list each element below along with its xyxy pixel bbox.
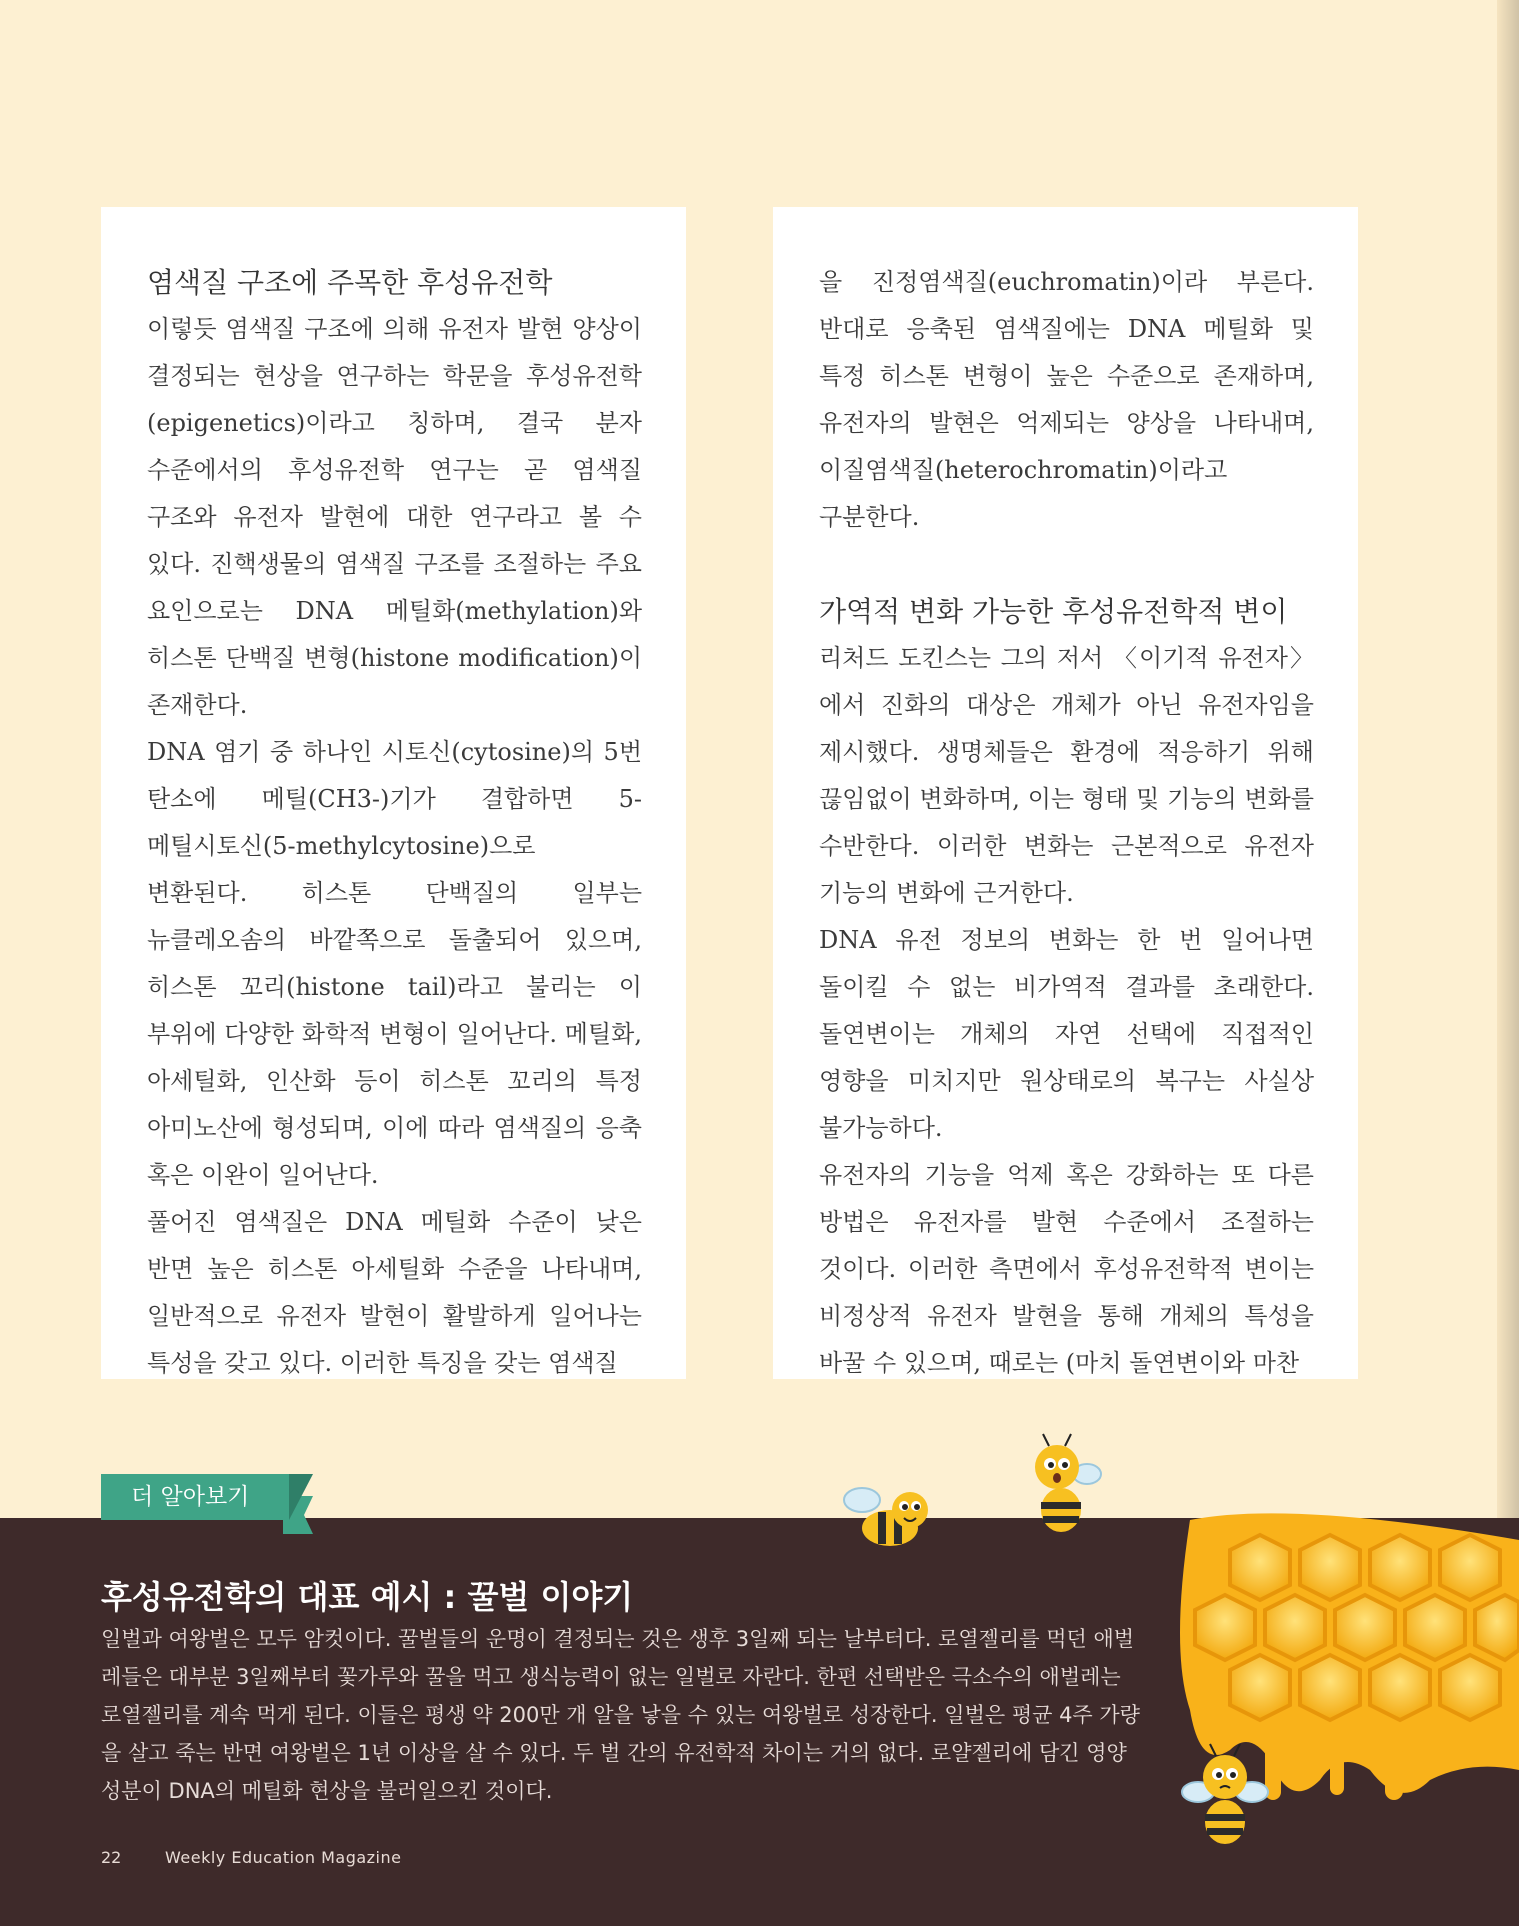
magazine-name: Weekly Education Magazine <box>165 1848 402 1867</box>
learn-more-tab: 더 알아보기 <box>101 1474 289 1520</box>
section-heading-chromatin: 염색질 구조에 주목한 후성유전학 <box>147 266 553 299</box>
paragraph: 풀어진 염색질은 DNA 메틸화 수준이 낮은 반면 높은 히스톤 아세틸화 수준을 나타내며, 일반적으로 유전자 발현이 활발하게 일어나는 특성을 갖고 있다. 이러한 특징을 갖는 염색질 <box>147 1208 642 1377</box>
left-text-column <box>101 207 686 1379</box>
bee-icon <box>840 1470 930 1560</box>
tab-ribbon-fold <box>289 1474 313 1520</box>
section-heading-reversible: 가역적 변화 가능한 후성유전학적 변이 <box>819 595 1288 628</box>
sidebar-body: 일벌과 여왕벌은 모두 암컷이다. 꿀벌들의 운명이 결정되는 것은 생후 3일째 되는 날부터다. 로열젤리를 먹던 애벌레들은 대부분 3일째부터 꽃가루와 꿀을 먹고 생식능력이 없는 일벌로 자란다. 한편 선택받은 극소수의 애벌레는 로열젤리를 계속 먹게 된다. 이들은 평생 약 200만 개 알을 낳을 수 있는 여왕벌로 성장한다. 일벌은 평균 4주 가량을 살고 죽는 반면 여왕벌은 1년 이상을 살 수 있다. 두 벌 간의 유전학적 차이는 거의 없다. 로얄젤리에 담긴 영양 성분이 DNA의 메틸화 현상을 불러일으킨 것이다. <box>101 1627 1140 1803</box>
paragraph: DNA 유전 정보의 변화는 한 번 일어나면 돌이킬 수 없는 비가역적 결과를 초래한다. 돌연변이는 개체의 자연 선택에 직접적인 영향을 미치지만 원상태로의 복구는 사실상 불가능하다. <box>819 926 1314 1142</box>
bee-icon <box>1180 1742 1270 1852</box>
right-text-column <box>773 207 1358 1379</box>
paragraph: 리처드 도킨스는 그의 저서 〈이기적 유전자〉에서 진화의 대상은 개체가 아닌 유전자임을 제시했다. 생명체들은 환경에 적응하기 위해 끊임없이 변화하며, 이는 형태 및 기능의 변화를 수반한다. 이러한 변화는 근본적으로 유전자 기능의 변화에 근거한다. <box>819 644 1314 907</box>
bee-icon <box>1025 1432 1105 1542</box>
paragraph: DNA 염기 중 하나인 시토신(cytosine)의 5번 탄소에 메틸(CH3-)기가 결합하면 5-메틸시토신(5-methylcytosine)으로 변환된다. 히스톤 단백질의 일부는 뉴클레오솜의 바깥쪽으로 돌출되어 있으며, 히스톤 꼬리(histone tail)라고 불리는 이 부위에 다양한 화학적 변형이 일어난다. 메틸화, 아세틸화, 인산화 등이 히스톤 꼬리의 특정 아미노산에 형성되며, 이에 따라 염색질의 응축 혹은 이완이 일어난다. <box>147 738 642 1189</box>
paragraph: 이렇듯 염색질 구조에 의해 유전자 발현 양상이 결정되는 현상을 연구하는 학문을 후성유전학(epigenetics)이라고 칭하며, 결국 분자 수준에서의 후성유전학 연구는 곧 염색질 구조와 유전자 발현에 대한 연구라고 볼 수 있다. 진핵생물의 염색질 구조를 조절하는 주요 요인으로는 DNA 메틸화(methylation)와 히스톤 단백질 변형(histone modification)이 존재한다. <box>147 315 642 719</box>
paragraph: 유전자의 기능을 억제 혹은 강화하는 또 다른 방법은 유전자를 발현 수준에서 조절하는 것이다. 이러한 측면에서 후성유전학적 변이는 비정상적 유전자 발현을 통해 개체의 특성을 바꿀 수 있으며, 때로는 (마치 돌연변이와 마찬 <box>819 1161 1314 1377</box>
sidebar-title: 후성유전학의 대표 예시 : 꿀벌 이야기 <box>101 1578 634 1616</box>
paragraph-continued: 을 진정염색질(euchromatin)이라 부른다. 반대로 응축된 염색질에는 DNA 메틸화 및 특정 히스톤 변형이 높은 수준으로 존재하며, 유전자의 발현은 억제되는 양상을 나타내며, 이질염색질(heterochromatin)이라고 구분한다. <box>819 268 1314 531</box>
page-number: 22 <box>101 1848 122 1867</box>
